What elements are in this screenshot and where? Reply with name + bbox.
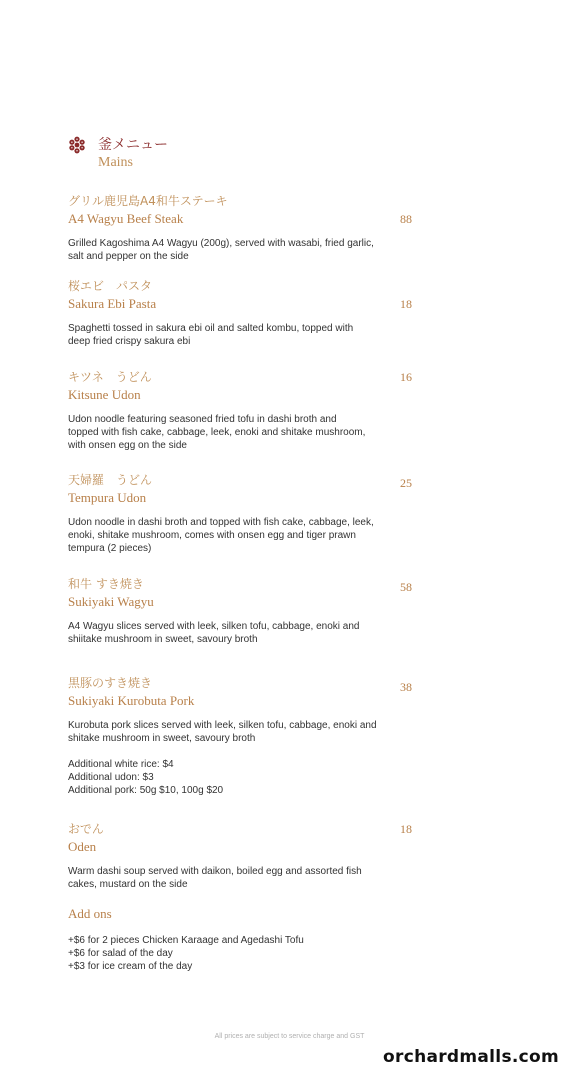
addons-list xyxy=(68,934,304,973)
menu-item-sukiyaki-wagyu xyxy=(68,576,478,646)
item-description xyxy=(68,413,378,452)
section-title-japanese: 釜メニュー xyxy=(98,137,168,153)
menu-item-tempura-udon xyxy=(68,472,478,555)
item-price: 18 xyxy=(400,822,412,836)
addons-title: Add ons xyxy=(68,906,112,921)
menu-item-sakura-ebi-pasta xyxy=(68,278,478,348)
item-price: 16 xyxy=(400,370,412,384)
item-name-japanese: グリル鹿児島A4和牛ステーキ xyxy=(68,194,228,208)
item-description xyxy=(68,719,378,745)
item-name-japanese: 和牛 すき焼き xyxy=(68,577,144,591)
item-price: 88 xyxy=(400,212,412,226)
addon-line: +$6 for salad of the day xyxy=(68,948,173,959)
description-line: enoki, shitake mushroom, comes with onsen egg and tiger prawn xyxy=(68,530,356,541)
description-line: Udon noodle featuring seasoned fried tofu in dashi broth and xyxy=(68,414,337,425)
description-line: Udon noodle in dashi broth and topped with fish cake, cabbage, leek, xyxy=(68,517,374,528)
item-name-japanese: 桜エビ パスタ xyxy=(68,279,153,293)
addons-section xyxy=(68,906,304,973)
description-line: Warm dashi soup served with daikon, boiled egg and assorted fish xyxy=(68,866,362,877)
description-line: salt and pepper on the side xyxy=(68,251,189,262)
addon-line: +$6 for 2 pieces Chicken Karaage and Agedashi Tofu xyxy=(68,935,304,946)
description-line: topped with fish cake, cabbage, leek, enoki and shitake mushroom, xyxy=(68,427,366,438)
item-price: 38 xyxy=(400,680,412,694)
item-description xyxy=(68,865,378,891)
watermark: orchardmalls.com xyxy=(383,1047,559,1067)
item-name-japanese: キツネ うどん xyxy=(68,370,152,384)
addon-line: +$3 for ice cream of the day xyxy=(68,961,193,972)
item-description xyxy=(68,237,378,263)
item-price: 18 xyxy=(400,297,412,311)
description-line: tempura (2 pieces) xyxy=(68,543,152,554)
item-name-english: Oden xyxy=(68,839,97,854)
additional-options xyxy=(68,758,478,797)
description-line: shiitake mushroom in sweet, savoury broth xyxy=(68,634,258,645)
description-line: Kurobuta pork slices served with leek, silken tofu, cabbage, enoki and xyxy=(68,720,377,731)
description-line: cakes, mustard on the side xyxy=(68,879,188,890)
description-line: Spaghetti tossed in sakura ebi oil and salted kombu, topped with xyxy=(68,323,354,334)
description-line: with onsen egg on the side xyxy=(68,440,187,451)
item-name-english: Sukiyaki Wagyu xyxy=(68,594,154,609)
item-name-english: A4 Wagyu Beef Steak xyxy=(68,211,184,226)
flower-logo-icon xyxy=(68,136,86,154)
item-description xyxy=(68,322,378,348)
menu-item-kitsune-udon xyxy=(68,369,478,452)
description-line: shitake mushroom in sweet, savoury broth xyxy=(68,733,256,744)
menu-item-sukiyaki-kurobuta-pork xyxy=(68,675,478,797)
section-title-english: Mains xyxy=(98,155,133,170)
additional-option-line: Additional udon: $3 xyxy=(68,772,154,783)
item-price: 58 xyxy=(400,580,412,594)
item-price: 25 xyxy=(400,476,412,490)
item-name-japanese: おでん xyxy=(68,822,104,836)
additional-option-line: Additional white rice: $4 xyxy=(68,759,174,770)
description-line: Grilled Kagoshima A4 Wagyu (200g), served with wasabi, fried garlic, xyxy=(68,238,374,249)
menu-item-wagyu-steak xyxy=(68,193,478,263)
item-name-english: Kitsune Udon xyxy=(68,387,141,402)
description-line: deep fried crispy sakura ebi xyxy=(68,336,191,347)
item-description xyxy=(68,620,378,646)
item-name-english: Sukiyaki Kurobuta Pork xyxy=(68,693,195,708)
item-name-japanese: 天婦羅 うどん xyxy=(68,473,153,487)
item-description xyxy=(68,516,378,555)
item-name-english: Sakura Ebi Pasta xyxy=(68,296,157,311)
item-name-japanese: 黒豚のすき焼き xyxy=(68,676,153,690)
description-line: A4 Wagyu slices served with leek, silken tofu, cabbage, enoki and xyxy=(68,621,360,632)
additional-option-line: Additional pork: 50g $10, 100g $20 xyxy=(68,785,224,796)
item-name-english: Tempura Udon xyxy=(68,490,147,505)
menu-item-oden xyxy=(68,821,478,891)
price-footnote: All prices are subject to service charge and GST xyxy=(214,1033,365,1040)
